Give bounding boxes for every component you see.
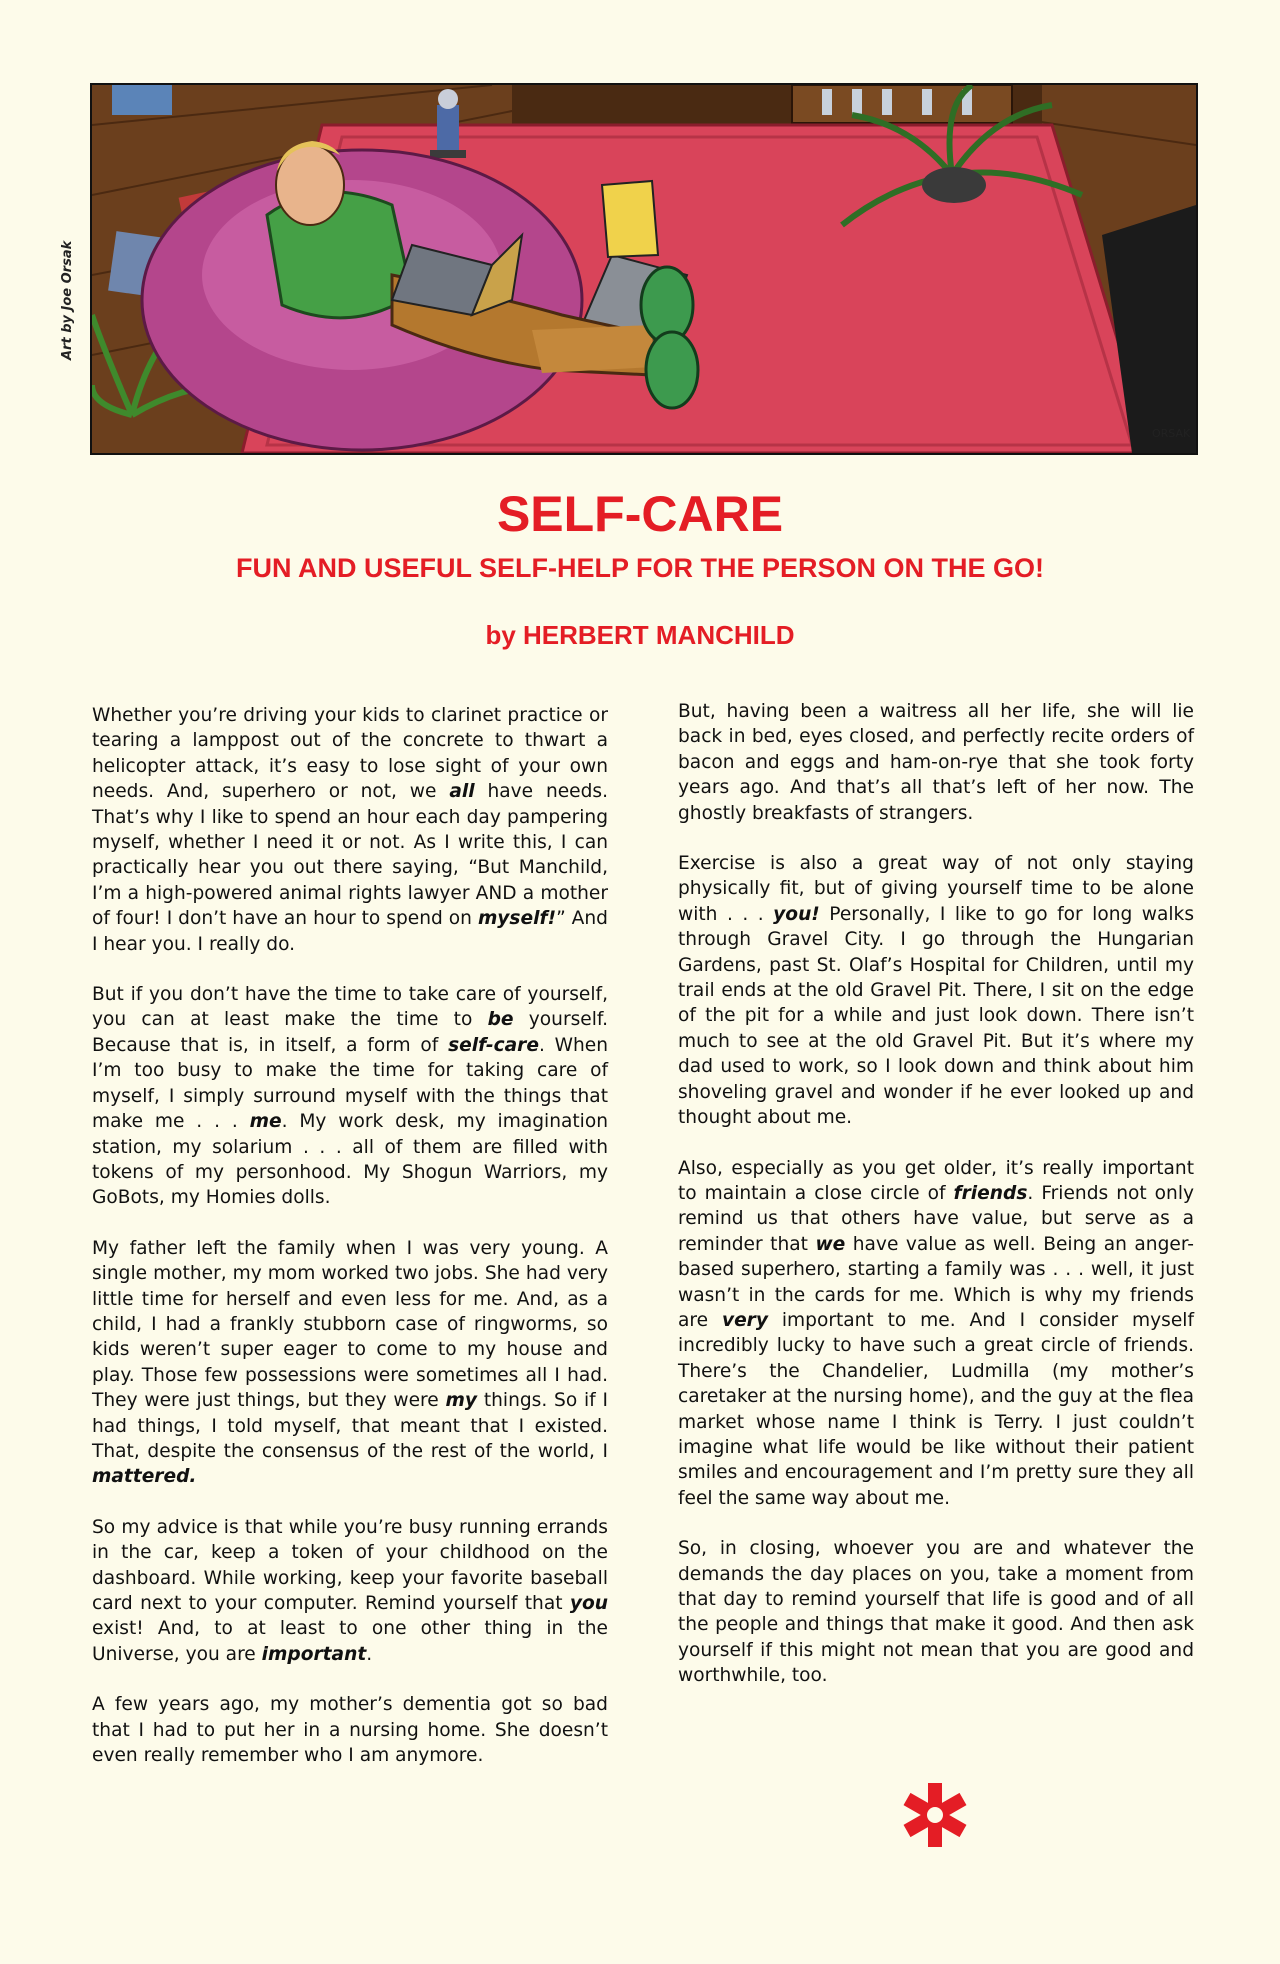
paragraph-text: But if you don’t have the time to take care of yourself, you can at least make the time to [92, 984, 608, 1031]
paragraph-text: Whether you’re driving your kids to clarinet practice or tearing a lamppost out of the concrete to thwart a helicopter attack, it’s easy to lose sight of your own needs. And, superhero or not, we [92, 705, 608, 803]
emphasis-text: be [487, 1009, 514, 1031]
article-paragraph [92, 982, 608, 1211]
article-paragraph [92, 1515, 608, 1667]
article-paragraph [92, 1236, 608, 1490]
paragraph-text: My father left the family when I was very young. A single mother, my mom worked two jobs. She had very little time for herself and even less for me. And, as a child, I had a frankly stubborn case of ringworms, so kids weren’t super eager to come to my house and play. Those few possessions were sometimes all I had. They were just things, but they were [92, 1237, 608, 1412]
header-illustration [90, 83, 1198, 455]
page-title: SELF-CARE [496, 486, 784, 542]
art-credit: Art by Joe Orsak [60, 240, 75, 360]
paragraph-text: . Friends not only remind us that others have value, but serve as a reminder that [678, 1182, 1194, 1255]
paragraph-text: exist! And, to at least to one other thing in the Universe, you are [92, 1618, 608, 1665]
paragraph-text: Personally, I like to go for long walks through Gravel City. I go through the Hungarian Gardens, past St. Olaf’s Hospital for Children, until my trail ends at the old Gravel Pit. There, I sit on the edge of the pit for a while and just look down. There isn’t much to see at the old Gravel Pit. But it’s where my dad used to work, so I look down and think about him shoveling gravel and wonder if he ever looked up and thought about me. [678, 903, 1195, 1129]
emphasis-text: my [445, 1390, 478, 1412]
artist-signature: ORSAK [1152, 427, 1191, 440]
article-paragraph [678, 699, 1194, 826]
paragraph-text: So, in closing, whoever you are and whatever the demands the day places on you, take a moment from that day to remind yourself that life is good and of all the people and things that make it good. And then ask yourself if this might not mean that you are good and worthwhile, too. [678, 1538, 1194, 1687]
emphasis-text: me [249, 1111, 282, 1133]
paragraph-text: So my advice is that while you’re busy running errands in the car, keep a token of your childhood on the dashboard. While working, keep your favorite baseball card next to your computer. Remind yourself that [92, 1516, 608, 1614]
article-column-left [92, 703, 608, 1793]
byline: by HERBERT MANCHILD [485, 620, 795, 650]
article-column-right [678, 699, 1194, 1714]
emphasis-text: self-care [448, 1034, 539, 1056]
emphasis-text: friends [953, 1182, 1028, 1204]
asterisk-icon [900, 1780, 970, 1850]
paragraph-text: . [366, 1643, 373, 1665]
paragraph-text: A few years ago, my mother’s dementia got so bad that I had to put her in a nursing home. She doesn’t even really remember who I am anymore. [92, 1694, 608, 1767]
article-paragraph [678, 1536, 1194, 1688]
page-subtitle: FUN AND USEFUL SELF-HELP FOR THE PERSON ON THE GO! [235, 553, 1045, 583]
paragraph-text: Exercise is also a great way of not only staying physically fit, but of giving yourself time to be alone with . . . [678, 853, 1194, 925]
emphasis-text: you [569, 1593, 608, 1614]
emphasis-text: you! [773, 903, 820, 925]
paragraph-text: But, having been a waitress all her life, she will lie back in bed, eyes closed, and perfectly recite orders of bacon and eggs and ham-on-rye that she took forty years ago. And that’s all that’s left of her now. The ghostly breakfasts of strangers. [678, 701, 1194, 824]
paragraph-text: things. So if I had things, I told myself, that meant that I existed. That, despite the consensus of the rest of the world, I [92, 1390, 608, 1462]
paragraph-text: yourself. Because that is, in itself, a form of [92, 1009, 608, 1056]
emphasis-text: all [449, 781, 475, 803]
emphasis-text: very [721, 1309, 768, 1331]
paragraph-text: have needs. That’s why I like to spend an hour each day pampering myself, whether I need it or not. As I write this, I can practically hear you out there saying, “But Manchild, I’m a high-powered animal rights lawyer AND a mother of four! I don’t have an hour to spend on [92, 781, 609, 930]
article-paragraph [678, 1156, 1194, 1512]
article-paragraph [92, 1692, 608, 1768]
illustration-svg [92, 85, 1196, 453]
emphasis-text: important [261, 1643, 367, 1665]
paragraph-text: Also, especially as you get older, it’s really important to maintain a close circle of [678, 1157, 1194, 1204]
paragraph-text: . My work desk, my imagination station, my solarium . . . all of them are filled with tokens of my personhood. My Shogun Warriors, my GoBots, my Homies dolls. [92, 1111, 608, 1209]
emphasis-text: we [815, 1233, 846, 1255]
paragraph-text: . When I’m too busy to make the time for taking care of myself, I simply surround myself with the things that make me . . . [92, 1034, 609, 1133]
article-paragraph [92, 703, 608, 957]
emphasis-text: mattered. [92, 1466, 197, 1488]
article-paragraph [678, 851, 1194, 1130]
paragraph-text: have value as well. Being an anger-based superhero, starting a family was . . . well, it just wasn’t in the cards for me. Which is why my friends are [678, 1233, 1194, 1331]
paragraph-text: ” And I hear you. I really do. [92, 908, 608, 955]
paragraph-text: important to me. And I consider myself incredibly lucky to have such a great circle of friends. There’s the Chandelier, Ludmilla (my mother’s caretaker at the nursing home), and the guy at the flea market whose name I think is Terry. I just couldn’t imagine what life would be like without their patient smiles and encouragement and I’m pretty sure they all feel the same way about me. [678, 1309, 1194, 1509]
emphasis-text: myself! [477, 908, 557, 930]
